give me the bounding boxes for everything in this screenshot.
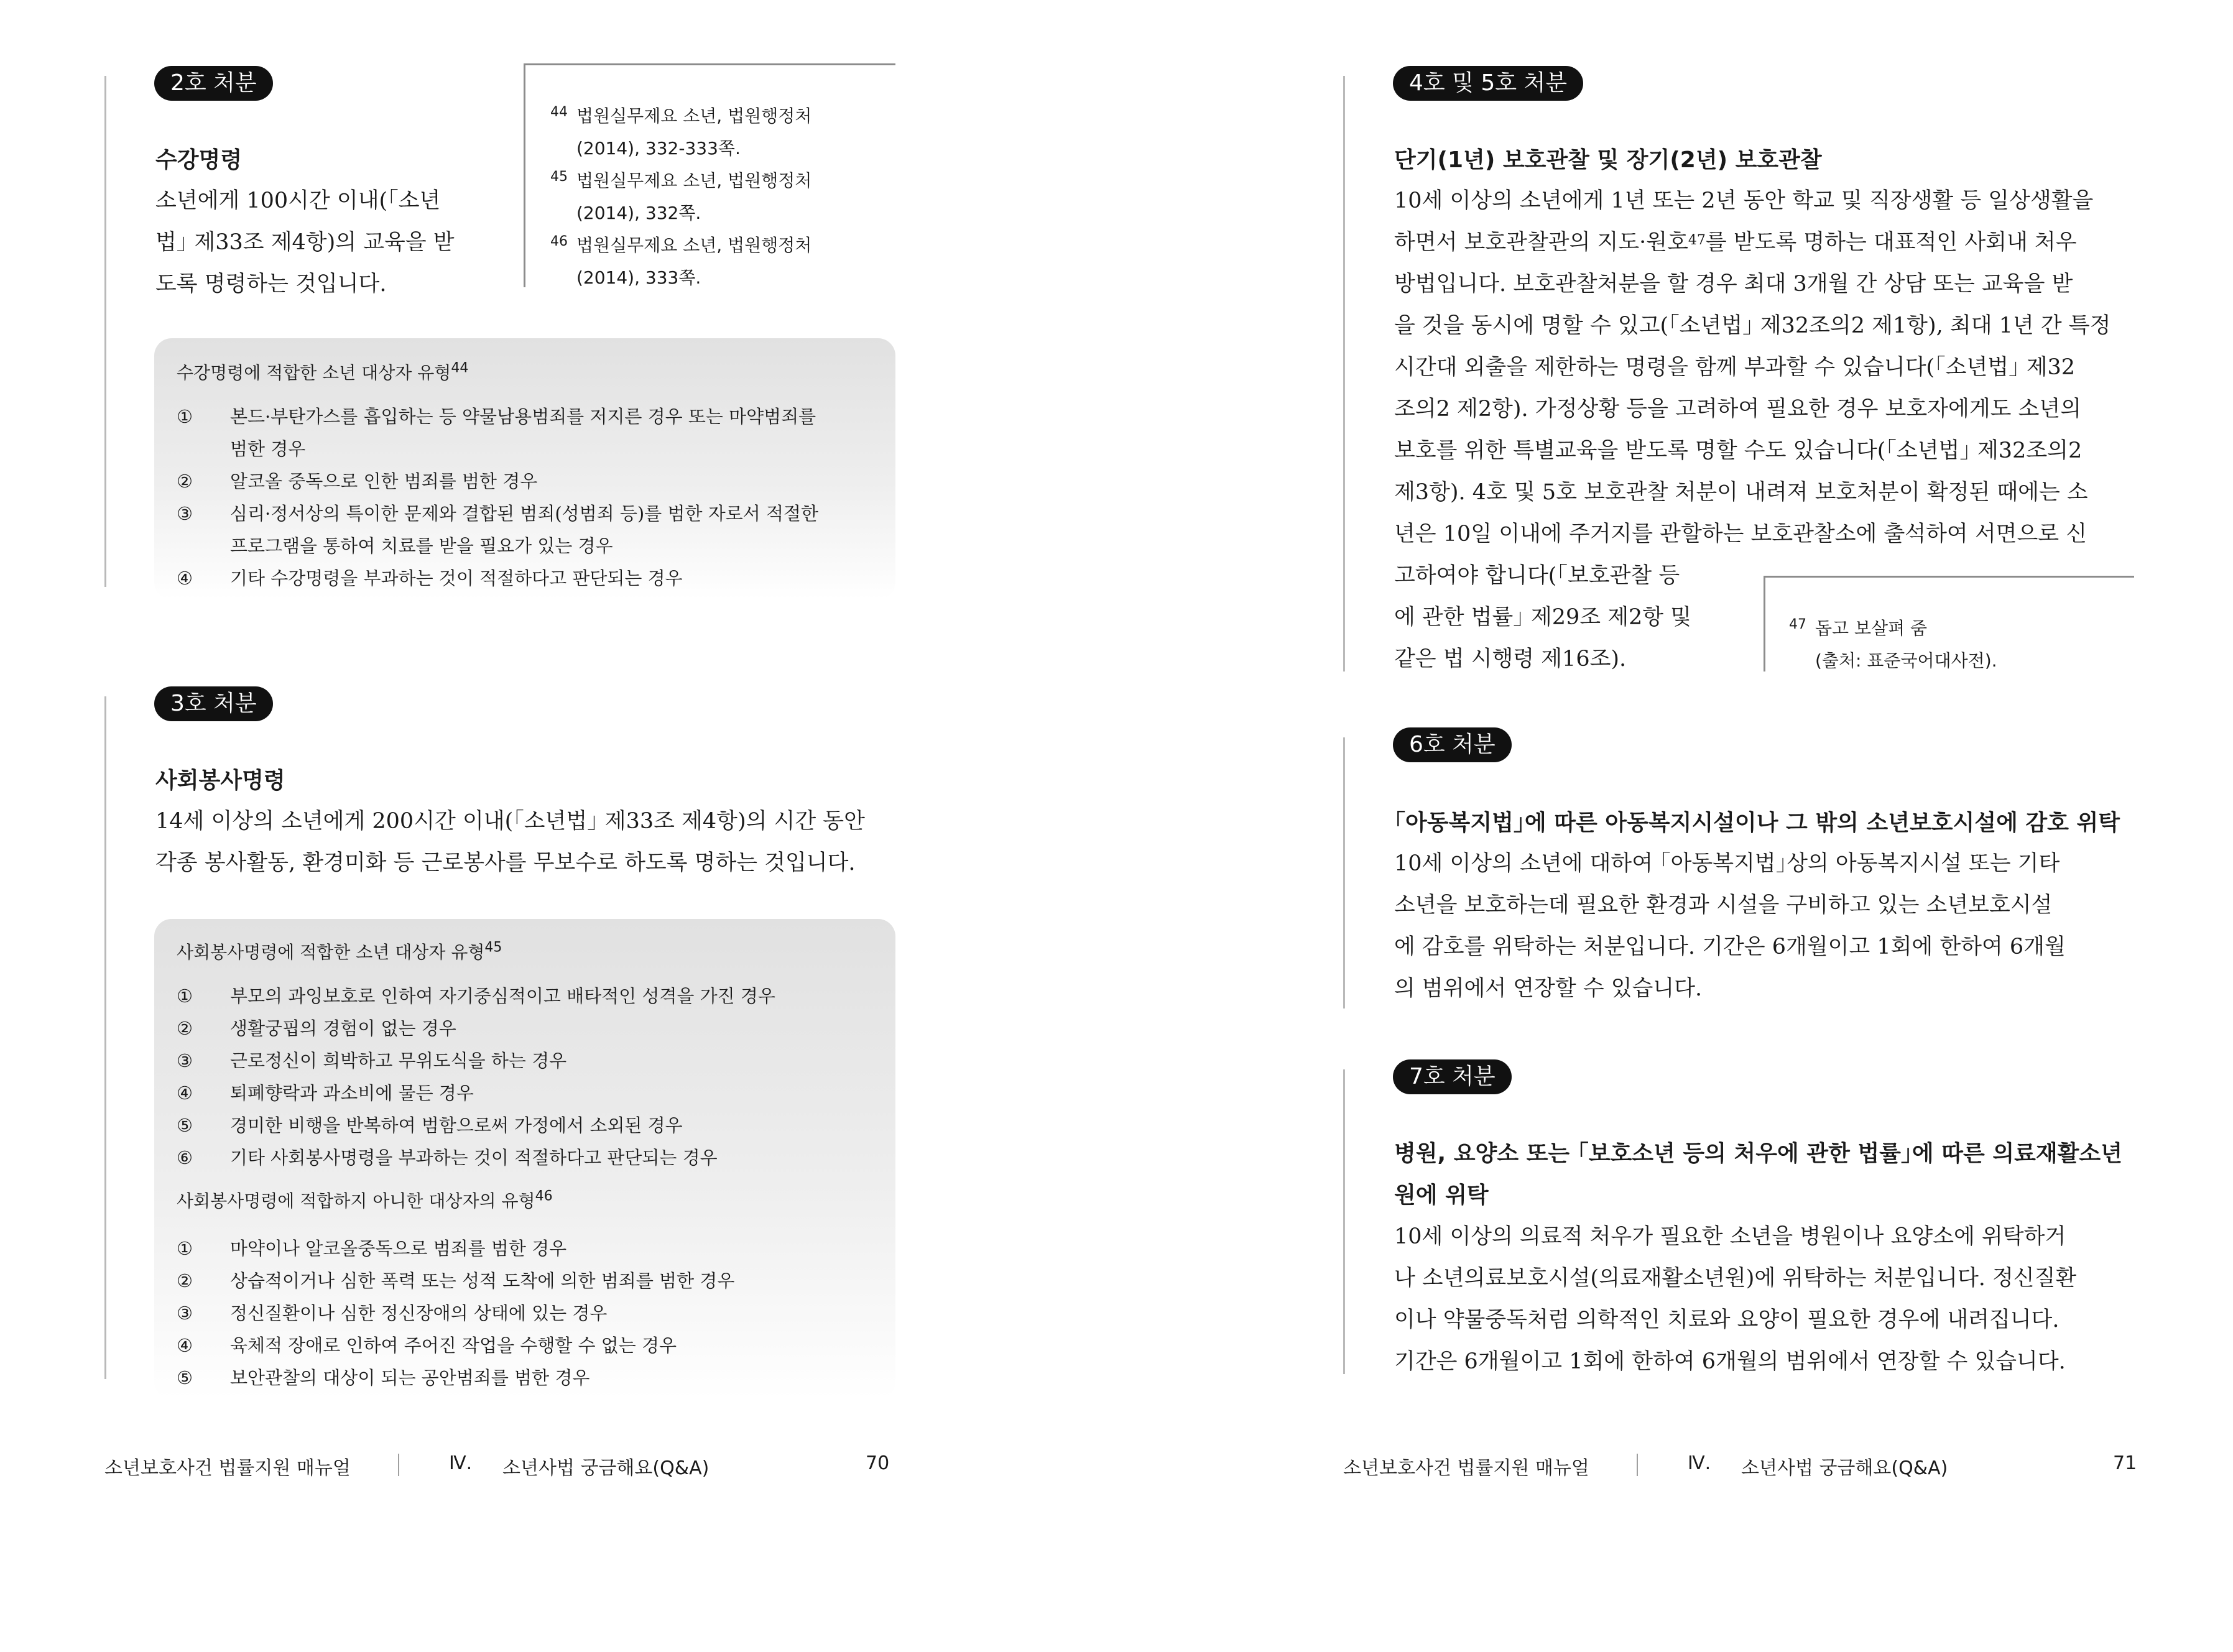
section-7-heading — [1394, 1133, 2122, 1216]
footnote-ref: 44 — [451, 360, 469, 376]
item-number: ① — [177, 1238, 193, 1259]
footnote-line: (2014), 332-333쪽. — [576, 138, 741, 159]
footer-book-title: 소년보호사건 법률지원 매뉴얼 — [104, 1457, 351, 1479]
body-line: 법｣ 제33조 제4항)의 교육을 받 — [155, 230, 455, 255]
body-line: 이나 약물중독처럼 의학적인 치료와 요양이 필요한 경우에 내려집니다. — [1394, 1308, 2060, 1332]
footnote-44 — [550, 100, 895, 165]
footer-divider — [398, 1454, 399, 1476]
body-line: 같은 법 시행령 제16조). — [1394, 647, 1627, 671]
footnote-line: 법원실무제요 소년, 법원행정처 — [576, 106, 812, 126]
section-7-badge: 7호 처분 — [1393, 1059, 1512, 1094]
section-45-heading: 단기(1년) 보호관찰 및 장기(2년) 보호관찰 — [1394, 147, 1822, 173]
item-number: ④ — [177, 568, 193, 589]
footer-chapter-number: Ⅳ. — [449, 1452, 473, 1474]
footnote-46 — [550, 229, 895, 294]
section-2-heading: 수강명령 — [155, 147, 243, 173]
footer-chapter-title: 소년사법 궁금해요(Q&A) — [502, 1457, 710, 1479]
section-7-body — [1394, 1216, 2076, 1383]
item-number: ③ — [177, 1303, 193, 1324]
footer-book-title: 소년보호사건 법률지원 매뉴얼 — [1343, 1457, 1589, 1479]
footnote-line: (2014), 332쪽. — [576, 203, 701, 223]
item-text — [230, 465, 537, 497]
footnote-ref: 46 — [535, 1188, 553, 1204]
item-number: ① — [177, 406, 193, 427]
section-6-body — [1394, 843, 2066, 1010]
section-6-badge: 6호 처분 — [1393, 727, 1512, 762]
footnote-number: 45 — [550, 169, 568, 185]
section-2-bar — [104, 76, 106, 587]
item-number: ④ — [177, 1082, 193, 1104]
footnote-line: 돕고 보살펴 줌 — [1815, 618, 1928, 639]
body-line: 소년에게 100시간 이내(｢소년 — [155, 188, 441, 213]
item-number: ⑤ — [177, 1367, 193, 1388]
footnote-number: 46 — [550, 234, 568, 249]
item-line: 심리·정서상의 특이한 문제와 결합된 범죄(성범죄 등)를 범한 자로서 적절한 — [230, 503, 819, 524]
item-number: ② — [177, 1018, 193, 1039]
body-line: 조의2 제2항). 가정상황 등을 고려하여 필요한 경우 보호자에게도 소년의 — [1394, 397, 2082, 422]
section-2-badge: 2호 처분 — [154, 66, 273, 101]
box-title-text: 수강명령에 적합한 소년 대상자 유형 — [177, 362, 451, 383]
body-text: 를 받도록 명하는 대표적인 사회내 처우 — [1705, 230, 2077, 255]
body-line: 나 소년의료보호시설(의료재활소년원)에 위탁하는 처분입니다. 정신질환 — [1394, 1266, 2077, 1291]
item-text — [230, 497, 818, 562]
footnote-ref: 47 — [1688, 233, 1706, 248]
item-number: ③ — [177, 1050, 193, 1071]
body-line: 기간은 6개월이고 1회에 한하여 6개월의 범위에서 연장할 수 있습니다. — [1394, 1349, 2066, 1374]
body-line: 제3항). 4호 및 5호 보호관찰 처분이 내려져 보호처분이 확정된 때에는 소 — [1394, 480, 2088, 505]
footnote-line: (2014), 333쪽. — [576, 267, 701, 288]
section-45-bar — [1343, 76, 1345, 671]
footnotes-44-46 — [524, 63, 895, 287]
item-line: 범한 경우 — [230, 438, 306, 459]
footnote-45 — [550, 165, 895, 229]
footnote-line: (출처: 표준국어대사전). — [1815, 650, 1997, 671]
footnote-ref: 45 — [484, 939, 502, 956]
body-line: 도록 명령하는 것입니다. — [155, 272, 387, 297]
section-3-badge: 3호 처분 — [154, 686, 273, 721]
item-text: 육체적 장애로 인하여 주어진 작업을 수행할 수 없는 경우 — [230, 1335, 677, 1356]
section-7-bar — [1343, 1069, 1345, 1374]
item-line: 기타 수강명령을 부과하는 것이 적절하다고 판단되는 경우 — [230, 568, 683, 589]
body-line: 10세 이상의 소년에 대하여 ｢아동복지법｣상의 아동복지시설 또는 기타 — [1394, 851, 2060, 876]
item-text: 생활궁핍의 경험이 없는 경우 — [230, 1018, 456, 1039]
box-title-text: 사회봉사명령에 적합하지 아니한 대상자의 유형 — [177, 1191, 535, 1211]
item-line: 본드·부탄가스를 흡입하는 등 약물남용범죄를 저지른 경우 또는 마약범죄를 — [230, 406, 816, 427]
section-3-body — [155, 801, 865, 884]
heading-line: 원에 위탁 — [1394, 1183, 1489, 1208]
footnote-number: 47 — [1789, 617, 1806, 632]
body-line: 에 관한 법률｣ 제29조 제2항 및 — [1394, 605, 1692, 630]
body-line: 소년을 보호하는데 필요한 환경과 시설을 구비하고 있는 소년보호시설 — [1394, 893, 2053, 918]
item-number: ② — [177, 471, 193, 492]
item-number: ③ — [177, 503, 193, 524]
section-3-bar — [104, 696, 106, 1379]
item-line: 알코올 중독으로 인한 범죄를 범한 경우 — [230, 471, 538, 492]
item-number: ① — [177, 985, 193, 1007]
footnote-47-box — [1764, 576, 2134, 671]
body-line: 시간대 외출을 제한하는 명령을 함께 부과할 수 있습니다(｢소년법｣ 제32 — [1394, 355, 2076, 380]
item-text: 정신질환이나 심한 정신장애의 상태에 있는 경우 — [230, 1303, 608, 1324]
footer-chapter-number: Ⅳ. — [1688, 1452, 1711, 1474]
body-line: 보호를 위한 특별교육을 받도록 명할 수도 있습니다(｢소년법｣ 제32조의2 — [1394, 438, 2083, 463]
body-line: 각종 봉사활동, 환경미화 등 근로봉사를 무보수로 하도록 명하는 것입니다. — [155, 851, 856, 875]
heading-line: 병원, 요양소 또는 ｢보호소년 등의 처우에 관한 법률｣에 따른 의료재활소년 — [1394, 1141, 2122, 1166]
item-text: 마약이나 알코올중독으로 범죄를 범한 경우 — [230, 1238, 567, 1259]
item-text: 부모의 과잉보호로 인하여 자기중심적이고 배타적인 성격을 가진 경우 — [230, 985, 775, 1007]
item-number: ② — [177, 1270, 193, 1291]
footer-divider — [1637, 1454, 1638, 1476]
body-line: 고하여야 합니다(｢보호관찰 등 — [1394, 563, 1680, 588]
section-2-body — [155, 180, 455, 305]
body-line: 년은 10일 이내에 주거지를 관할하는 보호관찰소에 출석하여 서면으로 신 — [1394, 522, 2087, 547]
body-line: 을 것을 동시에 명할 수 있고(｢소년법｣ 제32조의2 제1항), 최대 1년 간 특정 — [1394, 313, 2111, 338]
body-line: 10세 이상의 의료적 처우가 필요한 소년을 병원이나 요양소에 위탁하거 — [1394, 1224, 2066, 1249]
item-number: ⑥ — [177, 1147, 193, 1168]
section-6-bar — [1343, 737, 1345, 1008]
footnote-line: 법원실무제요 소년, 법원행정처 — [576, 170, 812, 191]
item-text: 상습적이거나 심한 폭력 또는 성적 도착에 의한 범죄를 범한 경우 — [230, 1270, 735, 1291]
footnote-number: 44 — [550, 104, 568, 120]
page-number: 71 — [2113, 1452, 2137, 1474]
item-text: 퇴폐향락과 과소비에 물든 경우 — [230, 1082, 474, 1104]
item-text: 근로정신이 희박하고 무위도식을 하는 경우 — [230, 1050, 567, 1071]
box-title — [177, 359, 468, 384]
item-text: 보안관찰의 대상이 되는 공안범죄를 범한 경우 — [230, 1367, 590, 1388]
item-number: ⑤ — [177, 1115, 193, 1136]
box-subtitle — [177, 1188, 553, 1212]
body-line: 14세 이상의 소년에게 200시간 이내(｢소년법｣ 제33조 제4항)의 시간 동안 — [155, 809, 865, 834]
footer-chapter-title: 소년사법 궁금해요(Q&A) — [1741, 1457, 1948, 1479]
section-3-heading: 사회봉사명령 — [155, 768, 285, 793]
item-text: 경미한 비행을 반복하여 범함으로써 가정에서 소외된 경우 — [230, 1115, 683, 1136]
section-6-heading: ｢아동복지법｣에 따른 아동복지시설이나 그 밖의 소년보호시설에 감호 위탁 — [1394, 810, 2120, 836]
body-line: 에 감호를 위탁하는 처분입니다. 기간은 6개월이고 1회에 한하여 6개월 — [1394, 934, 2066, 959]
box-title — [177, 939, 502, 964]
body-line: 의 범위에서 연장할 수 있습니다. — [1394, 976, 1703, 1001]
body-text: 하면서 보호관찰관의 지도·원호 — [1394, 230, 1688, 255]
section-45-badge: 4호 및 5호 처분 — [1393, 66, 1583, 101]
item-line: 프로그램을 통하여 치료를 받을 필요가 있는 경우 — [230, 535, 613, 556]
body-line: 10세 이상의 소년에게 1년 또는 2년 동안 학교 및 직장생활 등 일상생활을 — [1394, 188, 2094, 213]
page-number: 70 — [866, 1452, 890, 1474]
box-title-text: 사회봉사명령에 적합한 소년 대상자 유형 — [177, 942, 485, 962]
body-line: 방법입니다. 보호관찰처분을 할 경우 최대 3개월 간 상담 또는 교육을 받 — [1394, 272, 2073, 297]
item-text — [230, 562, 683, 594]
footnote-47 — [1789, 612, 2134, 677]
item-text — [230, 400, 816, 465]
footnote-line: 법원실무제요 소년, 법원행정처 — [576, 235, 812, 256]
body-line — [1394, 222, 2110, 264]
item-text: 기타 사회봉사명령을 부과하는 것이 적절하다고 판단되는 경우 — [230, 1147, 718, 1168]
item-number: ④ — [177, 1335, 193, 1356]
